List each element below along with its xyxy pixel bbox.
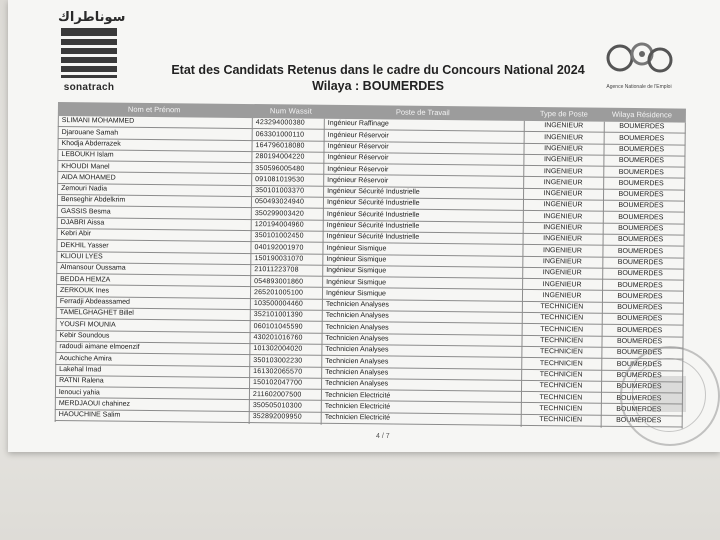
cell-wilaya: BOUMERDES xyxy=(616,416,662,425)
cell-poste: Ingénieur Sismique xyxy=(326,267,387,275)
cell-wassit: 21011223708 xyxy=(254,266,299,274)
cell-poste: Ingénieur Sismique xyxy=(326,255,387,264)
cell-wassit: 350596005480 xyxy=(255,164,305,173)
cell-wilaya: BOUMERDES xyxy=(617,315,663,323)
cell-wassit: 350505010300 xyxy=(252,401,302,410)
cell-wassit: 350103002230 xyxy=(253,356,303,365)
cell-poste: Technicien Electricité xyxy=(324,391,391,400)
cell-type: TECHNICIEN xyxy=(539,382,583,390)
cell-wassit: 352892009950 xyxy=(252,413,302,421)
cell-poste: Ingénieur Sécurité Industrielle xyxy=(327,187,420,196)
cell-type: INGENIEUR xyxy=(543,224,583,232)
cell-type: INGENIEUR xyxy=(543,212,583,221)
cell-wassit: 350299003420 xyxy=(254,209,305,218)
cell-name: lenouci yahia xyxy=(58,388,100,396)
cell-type: INGENIEUR xyxy=(543,235,583,243)
cell-type: INGENIEUR xyxy=(543,190,583,198)
cell-wilaya: BOUMERDES xyxy=(618,168,664,176)
cell-name: GASSIS Besma xyxy=(60,207,111,216)
cell-poste: Ingénieur Sécurité Industrielle xyxy=(326,210,420,219)
cell-wilaya: BOUMERDES xyxy=(617,270,663,278)
cell-type: TECHNICIEN xyxy=(539,404,583,413)
cell-name: AIDA MOHAMED xyxy=(61,173,116,182)
candidates-table xyxy=(55,102,686,428)
cell-poste: Ingénieur Réservoir xyxy=(327,165,389,174)
cell-wilaya: BOUMERDES xyxy=(617,236,664,244)
cell-wilaya: BOUMERDES xyxy=(616,349,663,357)
cell-wilaya: BOUMERDES xyxy=(618,224,664,233)
cell-wassit: 060101045590 xyxy=(253,322,303,331)
cell-name: Almansour Oussama xyxy=(60,264,126,272)
agency-label: Agence Nationale de l'Emploi xyxy=(606,84,672,90)
cell-type: TECHNICIEN xyxy=(539,370,583,379)
cell-poste: Ingénieur Réservoir xyxy=(327,131,389,140)
cell-type: TECHNICIEN xyxy=(540,325,584,334)
cell-name: KHOUDI Manel xyxy=(61,162,110,171)
cell-poste: Ingénieur Sismique xyxy=(326,278,387,286)
official-stamp xyxy=(620,346,720,446)
cell-name: BEDDA HEMZA xyxy=(60,275,111,284)
cell-poste: Ingénieur Réservoir xyxy=(327,176,389,185)
title-line-2: Wilaya : BOUMERDES xyxy=(312,79,444,93)
cell-wilaya: BOUMERDES xyxy=(618,179,664,188)
column-header-poste: Poste de Travail xyxy=(395,107,450,118)
document-title xyxy=(158,62,598,94)
cell-wilaya: BOUMERDES xyxy=(616,337,663,346)
anem-emblem-icon xyxy=(598,38,680,82)
sonatrach-stripes-icon xyxy=(61,28,117,78)
cell-type: INGENIEUR xyxy=(544,133,584,142)
cell-poste: Ingénieur Réservoir xyxy=(327,154,389,162)
cell-wassit: 054893001860 xyxy=(254,277,304,286)
cell-wassit: 091081019530 xyxy=(255,175,305,184)
cell-type: INGENIEUR xyxy=(542,258,582,266)
column-header-wilaya: Wilaya Résidence xyxy=(611,109,672,120)
cell-poste: Technicien Analyses xyxy=(325,334,389,343)
cell-wilaya: BOUMERDES xyxy=(619,134,665,143)
cell-name: Kebir Soundous xyxy=(59,332,110,340)
cell-poste: Ingénieur Sismique xyxy=(326,244,387,253)
cell-poste: Technicien Analyses xyxy=(325,312,389,320)
cell-wilaya: BOUMERDES xyxy=(617,292,663,301)
cell-wassit: 423294000380 xyxy=(255,119,305,127)
cell-wassit: 063301000110 xyxy=(255,130,305,139)
cell-name: Kebri Abir xyxy=(60,230,92,238)
sonatrach-logo xyxy=(58,10,126,93)
cell-wassit: 150102047700 xyxy=(253,379,303,387)
cell-poste: Ingénieur Sécurité Industrielle xyxy=(326,233,420,242)
cell-type: TECHNICIEN xyxy=(539,348,583,356)
cell-name: YOUSFI MOUNIA xyxy=(59,320,116,329)
column-header-wassit: Num Wassit xyxy=(269,106,313,116)
logo-arabic-text: سوناطراك xyxy=(58,10,126,25)
cell-poste: Ingénieur Sismique xyxy=(325,289,386,298)
cell-type: TECHNICIEN xyxy=(540,303,584,311)
cell-name: DEKHIL Yasser xyxy=(60,241,109,250)
cell-wilaya: BOUMERDES xyxy=(617,326,663,335)
title-line-1: Etat des Candidats Retenus dans le cadre du Concours National 2024 xyxy=(171,63,585,77)
cell-poste: Technicien Analyses xyxy=(325,357,389,366)
cell-type: INGENIEUR xyxy=(543,178,583,187)
cell-name: Djarouane Samah xyxy=(61,128,119,137)
cell-type: INGENIEUR xyxy=(542,269,582,277)
cell-poste: Ingénieur Sécurité Industrielle xyxy=(326,199,420,208)
cell-type: INGENIEUR xyxy=(543,156,583,164)
cell-wassit: 050493024940 xyxy=(254,198,305,207)
page-number: 4 / 7 xyxy=(376,433,390,440)
cell-wassit: 164796018080 xyxy=(255,142,305,150)
cell-wassit: 265201005100 xyxy=(253,288,304,297)
cell-name: Zemouri Nadia xyxy=(61,185,108,193)
cell-poste: Technicien Analyses xyxy=(325,300,389,309)
cell-type: TECHNICIEN xyxy=(539,416,583,424)
cell-poste: Ingénieur Réservoir xyxy=(327,142,389,151)
cell-name: DJABRI Aissa xyxy=(60,219,105,227)
cell-wilaya: BOUMERDES xyxy=(616,360,662,368)
cell-name: Lakehal Imad xyxy=(59,365,102,374)
cell-name: Ferradji Abdeassamed xyxy=(59,298,130,306)
anem-logo xyxy=(598,38,680,100)
cell-wilaya: BOUMERDES xyxy=(618,213,664,222)
cell-wilaya: BOUMERDES xyxy=(616,383,662,391)
cell-name: TAMELGHAGHET Billel xyxy=(59,309,134,318)
cell-poste: Technicien Electricité xyxy=(324,402,391,411)
table-body xyxy=(55,116,686,428)
cell-wassit: 040192001970 xyxy=(254,243,304,252)
cell-type: TECHNICIEN xyxy=(540,314,584,322)
cell-wilaya: BOUMERDES xyxy=(617,281,663,289)
cell-wilaya: BOUMERDES xyxy=(616,394,662,402)
cell-type: INGENIEUR xyxy=(542,246,582,255)
cell-poste: Ingénieur Raffinage xyxy=(327,120,389,128)
stamp-emblem xyxy=(650,376,686,412)
cell-name: MERDJAOUI chahinez xyxy=(58,399,131,408)
cell-name: Khodja Abderrazek xyxy=(61,140,121,148)
cell-name: KLIOUI LYES xyxy=(60,252,103,261)
logo-name: sonatrach xyxy=(63,82,115,93)
cell-wassit: 103500004460 xyxy=(253,300,304,308)
cell-poste: Technicien Analyses xyxy=(325,380,389,388)
cell-wassit: 280194004220 xyxy=(255,153,305,161)
cell-name: RATNI Ralena xyxy=(59,377,104,385)
cell-poste: Technicien Electricité xyxy=(324,413,391,422)
cell-wassit: 101302004020 xyxy=(253,345,303,353)
cell-name: radoudi aimane elmoenzif xyxy=(59,343,140,352)
cell-wilaya: BOUMERDES xyxy=(616,371,662,380)
document-page xyxy=(8,0,720,452)
cell-wassit: 150190031070 xyxy=(254,255,304,263)
column-header-type: Type de Poste xyxy=(539,109,588,119)
cell-wilaya: BOUMERDES xyxy=(617,304,663,312)
cell-name: Benseghir Abdelkrim xyxy=(60,196,126,205)
cell-wassit: 350101003370 xyxy=(255,187,305,195)
cell-type: TECHNICIEN xyxy=(540,337,583,345)
cell-type: TECHNICIEN xyxy=(539,393,583,402)
cell-wilaya: BOUMERDES xyxy=(619,123,665,131)
cell-type: INGENIEUR xyxy=(542,280,582,289)
cell-type: INGENIEUR xyxy=(544,122,584,130)
cell-type: INGENIEUR xyxy=(543,167,583,176)
cell-wassit: 430201016760 xyxy=(253,334,303,342)
cell-wilaya: BOUMERDES xyxy=(618,157,665,165)
cell-type: INGENIEUR xyxy=(544,145,584,153)
cell-name: ZERKOUK Ines xyxy=(59,286,110,295)
cell-wilaya: BOUMERDES xyxy=(617,247,664,255)
cell-type: INGENIEUR xyxy=(543,201,583,209)
cell-wilaya: BOUMERDES xyxy=(618,202,664,210)
cell-name: HAOUCHINE Salim xyxy=(58,411,121,419)
cell-wilaya: BOUMERDES xyxy=(617,258,663,267)
cell-poste: Ingénieur Sécurité Industrielle xyxy=(326,221,420,230)
cell-wilaya: BOUMERDES xyxy=(618,191,664,199)
cell-name: Aouchiche Amira xyxy=(59,354,112,363)
cell-wassit: 352101001390 xyxy=(253,311,303,320)
cell-wassit: 120194004960 xyxy=(254,221,304,229)
cell-wilaya: BOUMERDES xyxy=(618,145,665,154)
cell-wassit: 161302065570 xyxy=(253,367,303,376)
cell-name: LEBOUKH Islam xyxy=(61,151,114,159)
cell-wassit: 211602007500 xyxy=(252,390,302,399)
cell-poste: Technicien Analyses xyxy=(325,346,389,354)
cell-poste: Technicien Analyses xyxy=(325,368,389,377)
cell-wassit: 350101002450 xyxy=(254,232,304,240)
cell-name: SLIMANI MOHAMMED xyxy=(61,117,135,126)
cell-poste: Technicien Analyses xyxy=(325,323,389,332)
cell-wilaya: BOUMERDES xyxy=(616,405,662,414)
column-header-name: Nom et Prénom xyxy=(127,104,181,115)
cell-type: INGENIEUR xyxy=(542,291,582,300)
cell-type: TECHNICIEN xyxy=(539,359,583,368)
